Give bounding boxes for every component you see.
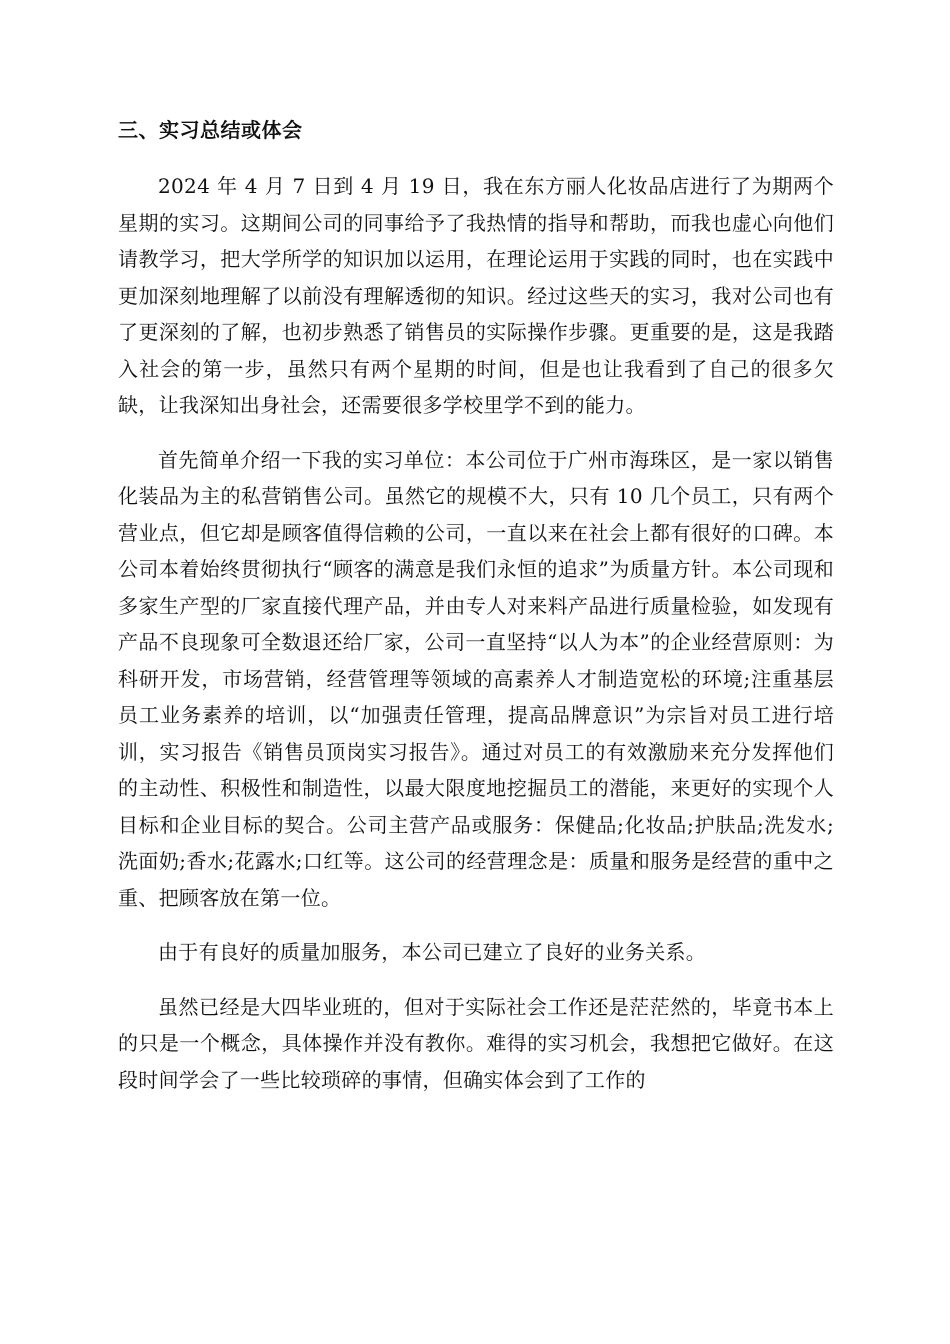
paragraph-experience: 虽然已经是大四毕业班的，但对于实际社会工作还是茫茫然的，毕竟书本上的只是一个概念，具体操作并没有教你。难得的实习机会，我想把它做好。在这段时间学会了一些比较琐碎的事情，但确实体会到了工作的 — [118, 994, 834, 1092]
paragraph-company-intro: 首先简单介绍一下我的实习单位：本公司位于广州市海珠区，是一家以销售化装品为主的私营销售公司。虽然它的规模不大，只有 10 几个员工，只有两个营业点，但它却是顾客值得信赖的公司，一直以来在社会上都有很好的口碑。本公司本着始终贯彻执行“顾客的满意是我们永恒的追求”为质量方针。本公司现和多家生产型的厂家直接代理产品，并由专人对来料产品进行质量检验，如发现有产品不良现象可全数退还给厂家，公司一直坚持“以人为本”的企业经营原则：为科研开发，市场营销，经营管理等领域的高素养人才制造宽松的环境;注重基层员工业务素养的培训，以“加强责任管理，提高品牌意识”为宗旨对员工进行培训，实习报告《销售员顶岗实习报告》。通过对员工的有效激励来充分发挥他们的主动性、积极性和制造性，以最大限度地挖掘员工的潜能，来更好的实现个人目标和企业目标的契合。公司主营产品或服务：保健品;化妆品;护肤品;洗发水;洗面奶;香水;花露水;口红等。这公司的经营理念是：质量和服务是经营的重中之重、把顾客放在第一位。 — [118, 447, 834, 910]
paragraph-business-relations: 由于有良好的质量加服务，本公司已建立了良好的业务关系。 — [158, 940, 707, 964]
section-heading: 三、实习总结或体会 — [118, 118, 303, 142]
document-body — [118, 112, 834, 1116]
paragraph-internship-period: 2024 年 4 月 7 日到 4 月 19 日，我在东方丽人化妆品店进行了为期两个星期的实习。这期间公司的同事给予了我热情的指导和帮助，而我也虚心向他们请教学习，把大学所学的知识加以运用，在理论运用于实践的同时，也在实践中更加深刻地理解了以前没有理解透彻的知识。经过这些天的实习，我对公司也有了更深刻的了解，也初步熟悉了销售员的实际操作步骤。更重要的是，这是我踏入社会的第一步，虽然只有两个星期的时间，但是也让我看到了自己的很多欠缺，让我深知出身社会，还需要很多学校里学不到的能力。 — [118, 174, 834, 417]
